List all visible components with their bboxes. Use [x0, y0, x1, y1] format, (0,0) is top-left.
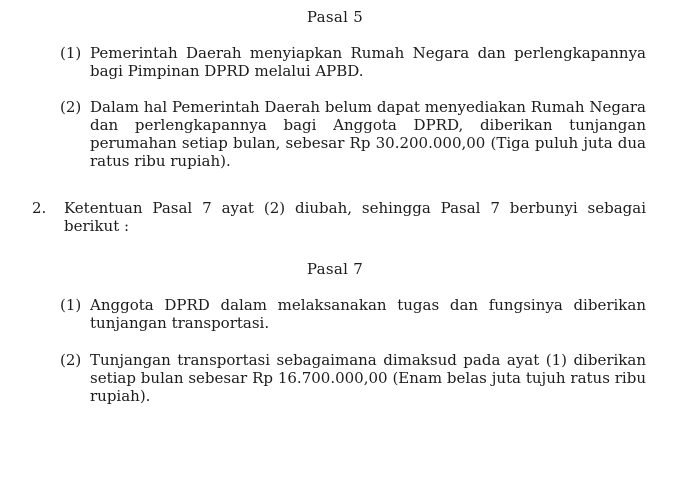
ayat-text: Anggota DPRD dalam melaksanakan tugas dan fungsinya diberikan tunjangan transportasi. — [90, 296, 646, 332]
pasal-7-ayat-2 — [60, 351, 646, 405]
ayat-text: Pemerintah Daerah menyiapkan Rumah Negara dan perlengkapannya bagi Pimpinan DPRD melalui APBD. — [90, 44, 646, 80]
pasal-7-heading: Pasal 7 — [306, 260, 364, 278]
pasal-5-ayat-2 — [60, 98, 646, 170]
pasal-5-ayat-1 — [60, 44, 646, 80]
ayat-text: Tunjangan transportasi sebagaimana dimaksud pada ayat (1) diberikan setiap bulan sebesar Rp 16.700.000,00 (Enam belas juta tujuh ratus ribu rupiah). — [90, 351, 646, 405]
ayat-text: Dalam hal Pemerintah Daerah belum dapat menyediakan Rumah Negara dan perlengkapannya bagi Anggota DPRD, diberikan tunjangan perumahan setiap bulan, sebesar Rp 30.200.000,00 (Tiga puluh juta dua ratus ribu rupiah). — [90, 98, 646, 170]
pasal-7-ayat-1 — [60, 296, 646, 332]
ayat-number: (2) — [60, 351, 82, 369]
ayat-number: (2) — [60, 98, 82, 116]
ayat-number: (1) — [60, 44, 82, 62]
list-item-number: 2. — [32, 199, 47, 217]
list-item-2 — [32, 199, 646, 235]
ayat-number: (1) — [60, 296, 82, 314]
list-item-text: Ketentuan Pasal 7 ayat (2) diubah, sehingga Pasal 7 berbunyi sebagai berikut : — [64, 199, 646, 235]
pasal-5-heading: Pasal 5 — [306, 8, 364, 26]
